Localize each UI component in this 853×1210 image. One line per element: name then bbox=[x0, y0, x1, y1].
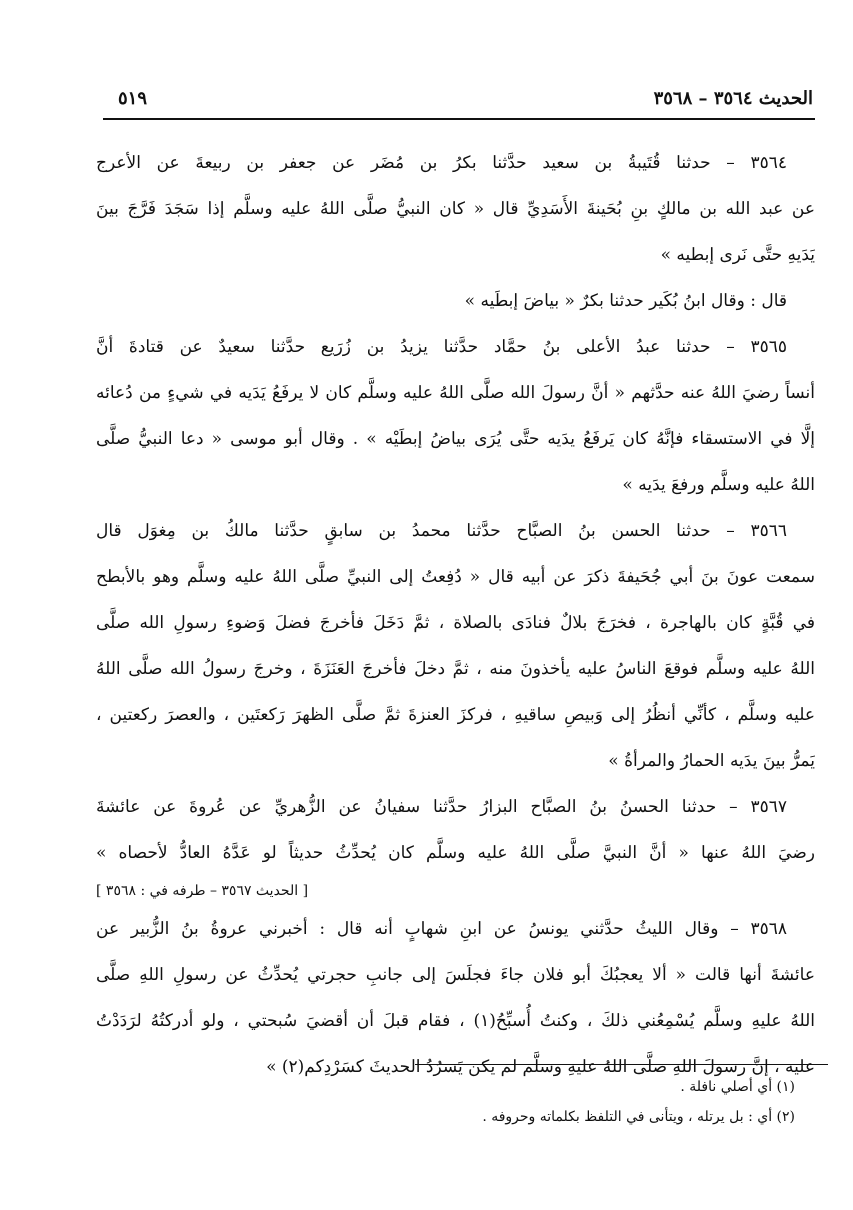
text-line: ٣٥٦٧ – حدثنا الحسنُ بنُ الصبَّاح البزارُ حدَّثنا سفيانُ عن الزُّهريِّ عن عُروةَ عن عائشةَ bbox=[96, 797, 787, 817]
text-line: قال : وقال ابنُ بُكَير حدثنا بكرٌ « بياضَ إبطَيه » bbox=[464, 291, 787, 311]
footnote: (١) أي أصلي نافلة . bbox=[680, 1079, 795, 1095]
text-line: ٣٥٦٥ – حدثنا عبدُ الأعلى بنُ حمَّاد حدَّثنا يزيدُ بن زُرَيع حدَّثنا سعيدٌ عن قتادةَ أنَّ bbox=[96, 337, 787, 357]
text-line: يَمرُّ بينَ يدَيه الحمارُ والمرأةُ » bbox=[608, 751, 815, 771]
text-line: إلَّا في الاستسقاء فإنَّهُ كان يَرفَعُ يدَيه حتَّى يُرَى بياضُ إبطَيْه » . وقال أبو موسى « دعا النبيُّ صلَّى bbox=[96, 429, 815, 449]
running-title: الحديث ٣٥٦٤ – ٣٥٦٨ bbox=[653, 88, 813, 109]
hadith-3567 bbox=[96, 784, 815, 906]
text-line: اللهُ عليه وسلَّم ورفعَ يدَيه » bbox=[622, 475, 815, 495]
hadith-3565 bbox=[96, 324, 815, 508]
page-header bbox=[118, 88, 813, 114]
text-line: اللهُ عليه وسلَّم فوقعَ الناسُ عليه يأخذونَ منه ، ثمَّ دخلَ فأخرجَ العَنَزَةَ ، وخرجَ رسولُ الله صلَّى اللهُ bbox=[96, 659, 815, 679]
text-line: سمعت عونَ بنَ أبي جُحَيفةَ ذكرَ عن أبيه قال « دُفِعتُ إلى النبيِّ صلَّى اللهُ عليه وسلَّم وهو بالأبطح bbox=[96, 567, 815, 587]
text-line: عليه ، إنَّ رسولَ اللهِ صلَّى اللهُ عليهِ وسلَّم لم يكن يَسرُدُ الحديثَ كسَرْدِكم(٢) » bbox=[266, 1057, 815, 1077]
text-line: ٣٥٦٨ – وقال الليثُ حدَّثني يونسُ عن ابنِ شهابٍ أنه قال : أخبرني عروةُ بنُ الزُّبير عن bbox=[96, 919, 787, 939]
page-body bbox=[96, 140, 815, 1090]
hadith-3566 bbox=[96, 508, 815, 784]
text-line: أنساً رضيَ اللهُ عنه حدَّثهم « أنَّ رسولَ الله صلَّى اللهُ عليه وسلَّم كان لا يرفَعُ يَدَيه في شيءٍ من دُعائه bbox=[96, 383, 815, 403]
cross-reference bbox=[96, 876, 815, 906]
page-number: ٥١٩ bbox=[118, 88, 148, 109]
text-line: عليه وسلَّم ، كأنِّي أنظُرُ إلى وَبيصِ ساقيهِ ، فركزَ العنزةَ ثمَّ صلَّى الظهرَ رَكعتَين ، والعصرَ ركعتين ، bbox=[96, 705, 815, 725]
text-line: رضيَ اللهُ عنها « أنَّ النبيَّ صلَّى اللهُ عليه وسلَّم كان يُحدِّثُ حديثاً لو عَدَّهُ العادُّ لأحصاه » bbox=[96, 843, 815, 863]
text-line: عائشةَ أنها قالت « ألا يعجبُكَ أبو فلان جاءَ فجلَسَ إلى جانبِ حجرتي يُحدِّثُ عن رسولِ اللهِ صلَّى bbox=[96, 965, 815, 985]
text-line: عن عبد الله بن مالكٍ بنِ بُحَينةَ الأَسَدِيِّ قال « كان النبيُّ صلَّى اللهُ عليه وسلَّم إذا سَجَدَ فَرَّجَ بينَ bbox=[96, 199, 815, 219]
cross-reference-text: [ الحديث ٣٥٦٧ – طرفه في : ٣٥٦٨ ] bbox=[96, 883, 309, 899]
footnote-rule bbox=[415, 1064, 828, 1065]
header-rule bbox=[103, 118, 815, 120]
text-line: ٣٥٦٤ – حدثنا قُتَيبةُ بن سعيد حدَّثنا بكرُ بن مُضَر عن جعفر بن ربيعةَ عن الأعرج bbox=[96, 153, 787, 173]
footnote: (٢) أي : بل يرتله ، ويتأنى في التلفظ بكلماته وحروفه . bbox=[482, 1109, 795, 1125]
text-line: في قُبَّةٍ كان بالهاجرة ، فخرَجَ بلالٌ فنادَى بالصلاة ، ثمَّ دَخَلَ فأخرجَ فضلَ وَضوءِ رسولِ الله صلَّى bbox=[96, 613, 815, 633]
hadith-3568 bbox=[96, 906, 815, 1090]
text-line: اللهُ عليهِ وسلَّم يُسْمِعُني ذلكَ ، وكنتُ أُسبِّحُ(١) ، فقام قبلَ أن أقضيَ سُبحتي ، ولو أدركتُهُ لرَدَدْتُ bbox=[96, 1011, 815, 1031]
text-line: ٣٥٦٦ – حدثنا الحسن بنُ الصبَّاح حدَّثنا محمدُ بن سابقٍ حدَّثنا مالكُ بن مِغوَل قال bbox=[96, 521, 787, 541]
hadith-3564 bbox=[96, 140, 815, 324]
footnotes bbox=[300, 1072, 795, 1132]
text-line: يَدَيهِ حتَّى نَرى إبطيه » bbox=[660, 245, 815, 265]
